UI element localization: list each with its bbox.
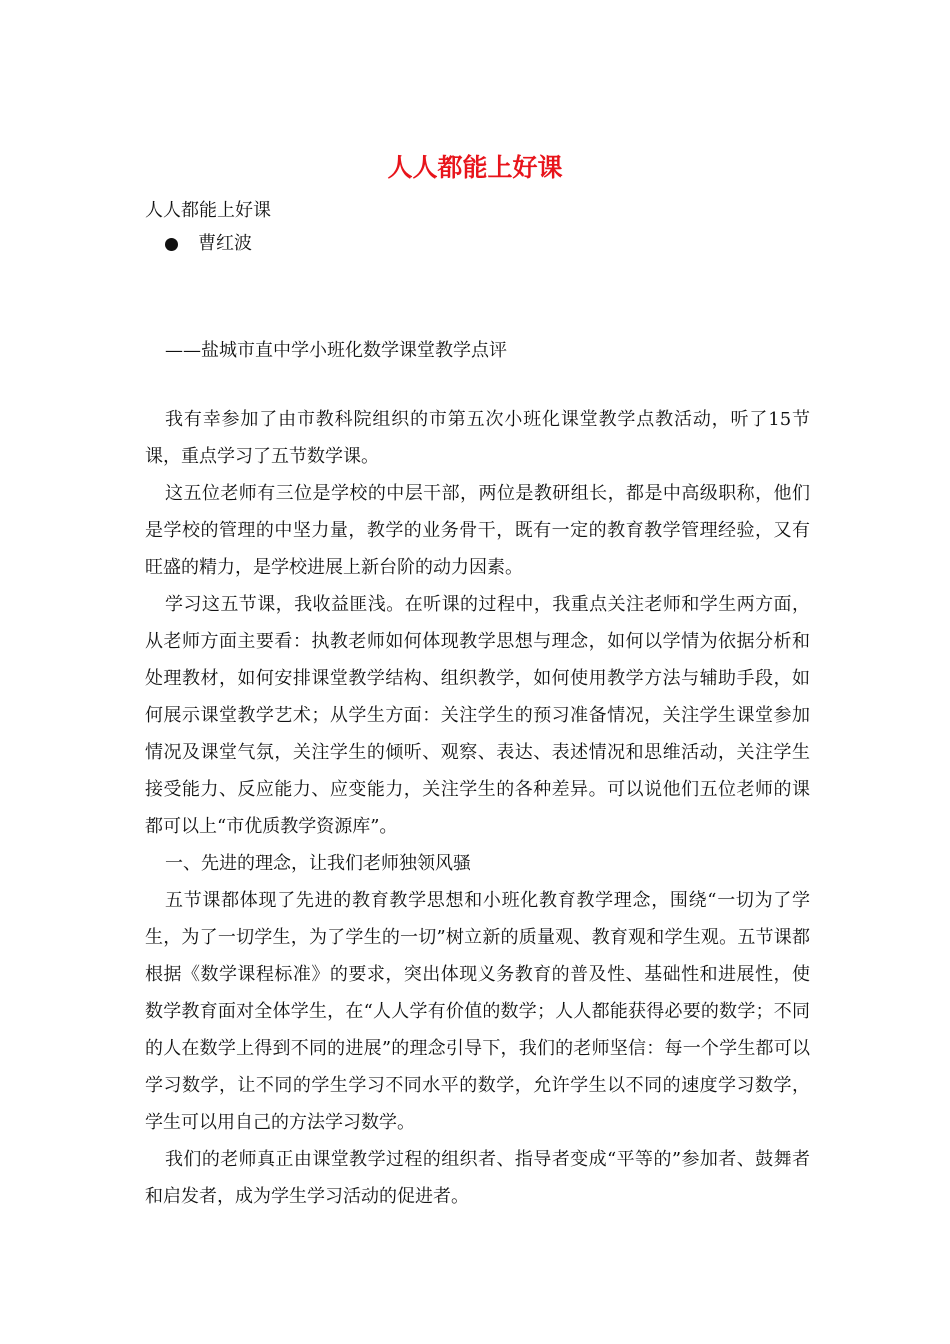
paragraph: 五节课都体现了先进的教育教学思想和小班化教育教学理念，围绕“一切为了学生，为了一切学生，为了学生的一切”树立新的质量观、教育观和学生观。五节课都根据《数学课程标准》的要求，突出体现义务教育的普及性、基础性和进展性，使数学教育面对全体学生，在“人人学有价值的数学；人人都能获得必要的数学；不同的人在数学上得到不同的进展”的理念引导下，我们的老师坚信：每一个学生都可以学习数学，让不同的学生学习不同水平的数学，允许学生以不同的速度学习数学，学生可以用自己的方法学习数学。 xyxy=(145,890,810,1133)
author-name: 曹红波 xyxy=(198,233,252,254)
document-body xyxy=(145,401,810,1215)
document-tagline: ——盐城市直中学小班化数学课堂教学点评 xyxy=(165,340,507,361)
bullet-icon xyxy=(165,238,178,251)
paragraph: 我有幸参加了由市教科院组织的市第五次小班化课堂教学点教活动，听了15节课，重点学习了五节数学课。 xyxy=(145,409,810,467)
author-line xyxy=(165,231,252,257)
paragraph: 这五位老师有三位是学校的中层干部，两位是教研组长，都是中高级职称，他们是学校的管理的中坚力量，教学的业务骨干，既有一定的教育教学管理经验，又有旺盛的精力，是学校进展上新台阶的动力因素。 xyxy=(145,483,810,578)
document-subtitle: 人人都能上好课 xyxy=(145,200,271,221)
paragraph: 学习这五节课，我收益匪浅。在听课的过程中，我重点关注老师和学生两方面，从老师方面主要看：执教老师如何体现教学思想与理念，如何以学情为依据分析和处理教材，如何安排课堂教学结构、组织教学，如何使用教学方法与辅助手段，如何展示课堂教学艺术；从学生方面：关注学生的预习准备情况，关注学生课堂参加情况及课堂气氛，关注学生的倾听、观察、表达、表述情况和思维活动，关注学生接受能力、反应能力、应变能力，关注学生的各种差异。可以说他们五位老师的课都可以上“市优质教学资源库”。 xyxy=(145,594,810,837)
paragraph: 我们的老师真正由课堂教学过程的组织者、指导者变成“平等的”参加者、鼓舞者和启发者，成为学生学习活动的促进者。 xyxy=(145,1149,810,1207)
document-title: 人人都能上好课 xyxy=(387,153,563,182)
section-heading: 一、先进的理念，让我们老师独领风骚 xyxy=(165,853,471,874)
